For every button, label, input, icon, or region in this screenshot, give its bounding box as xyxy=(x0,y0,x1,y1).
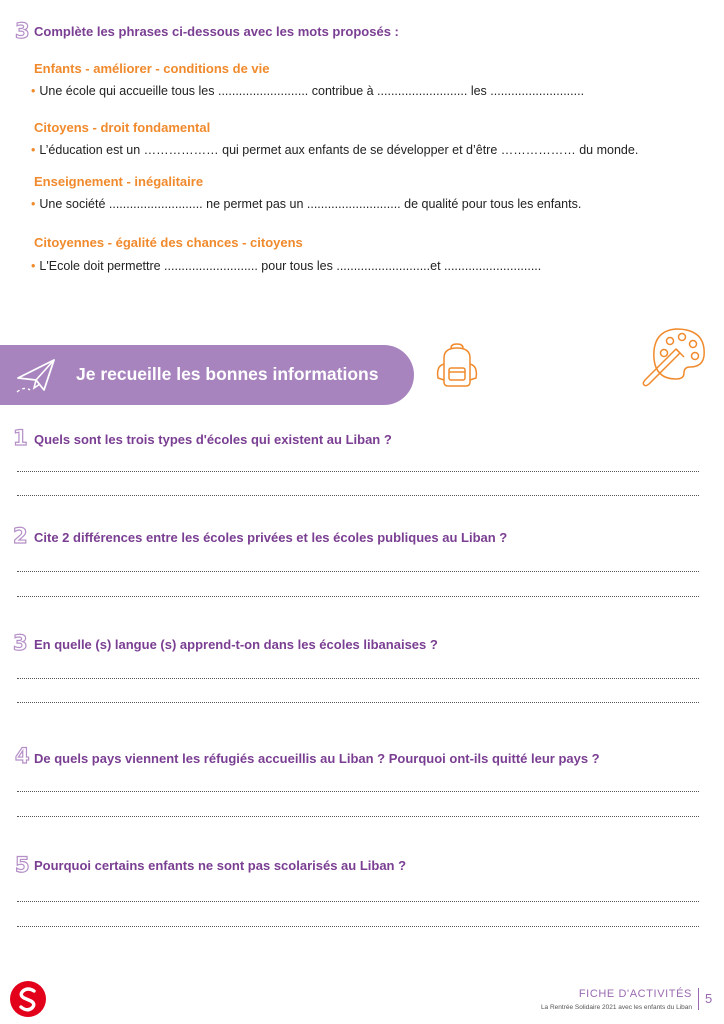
question-text: Quels sont les trois types d'écoles qui existent au Liban ? xyxy=(34,432,392,447)
palette-icon xyxy=(640,323,710,389)
paper-plane-icon xyxy=(14,356,60,396)
question-text: Cite 2 différences entre les écoles privées et les écoles publiques au Liban ? xyxy=(34,530,508,545)
word-list: Citoyens - droit fondamental xyxy=(34,120,211,135)
answer-line[interactable] xyxy=(17,471,699,472)
answer-line[interactable] xyxy=(17,495,699,496)
question-number: 5 xyxy=(15,853,30,877)
exercise-title: Complète les phrases ci-dessous avec les mots proposés : xyxy=(34,24,399,39)
backpack-icon xyxy=(430,342,484,390)
section-title: Je recueille les bonnes informations xyxy=(76,364,379,384)
bullet-icon: • xyxy=(31,143,36,157)
sentence xyxy=(31,197,581,211)
question-number: 2 xyxy=(13,524,28,548)
question-number: 4 xyxy=(15,744,30,768)
answer-line[interactable] xyxy=(17,816,699,817)
word-list: Enseignement - inégalitaire xyxy=(34,174,204,189)
answer-line[interactable] xyxy=(17,596,699,597)
sentence xyxy=(31,84,584,98)
question-number: 1 xyxy=(13,426,28,450)
answer-line[interactable] xyxy=(17,901,699,902)
page-number: 5 xyxy=(705,991,713,1006)
question-number: 3 xyxy=(13,631,28,655)
word-list: Citoyennes - égalité des chances - citoyens xyxy=(34,235,303,250)
bullet-icon: • xyxy=(31,197,36,211)
sentence xyxy=(31,143,638,157)
answer-line[interactable] xyxy=(17,702,699,703)
question-text: De quels pays viennent les réfugiés accueillis au Liban ? Pourquoi ont-ils quitté leur pays ? xyxy=(34,751,600,766)
footer-divider xyxy=(698,988,699,1010)
sentence-text: Une société ........................... ne permet pas un ........................... de qualité pour tous les enfants. xyxy=(39,197,582,211)
sentence-text: Une école qui accueille tous les .......................... contribue à .......................... les ........................... xyxy=(39,84,585,98)
footer-subtitle: La Rentrée Solidaire 2021 avec les enfants du Liban xyxy=(540,1004,692,1011)
question-text: Pourquoi certains enfants ne sont pas scolarisés au Liban ? xyxy=(34,858,407,873)
answer-line[interactable] xyxy=(17,791,699,792)
footer-title: FICHE D'ACTIVITÉS xyxy=(578,988,692,1000)
question-text: En quelle (s) langue (s) apprend-t-on dans les écoles libanaises ? xyxy=(34,637,438,652)
logo-icon xyxy=(9,980,47,1018)
bullet-icon: • xyxy=(31,259,36,273)
exercise-number: 3 xyxy=(15,19,30,43)
answer-line[interactable] xyxy=(17,678,699,679)
sentence xyxy=(31,259,541,273)
word-list: Enfants - améliorer - conditions de vie xyxy=(34,61,270,76)
sentence-text: L’éducation est un ……………… qui permet aux enfants de se développer et d’être ……………… du monde. xyxy=(39,143,639,157)
sentence-text: L'Ecole doit permettre ........................... pour tous les ...........................et ............................ xyxy=(39,259,542,273)
bullet-icon: • xyxy=(31,84,36,98)
answer-line[interactable] xyxy=(17,926,699,927)
answer-line[interactable] xyxy=(17,571,699,572)
